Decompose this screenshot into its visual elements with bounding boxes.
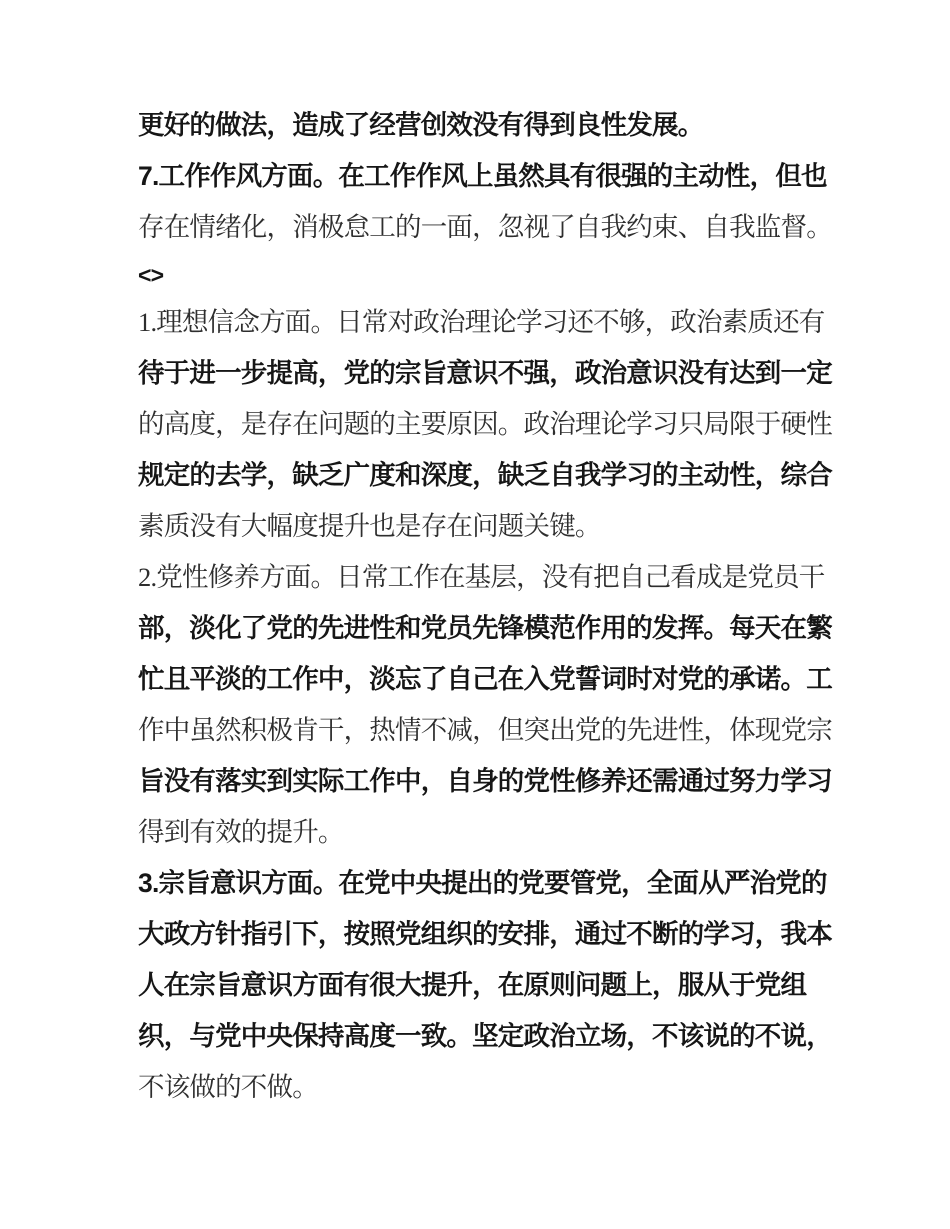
text-line: 的高度，是存在问题的主要原因。政治理论学习只局限于硬性 bbox=[138, 409, 832, 439]
text-line: 1.理想信念方面。日常对政治理论学习还不够，政治素质还有 bbox=[138, 307, 825, 337]
text-line: 素质没有大幅度提升也是存在问题关键。 bbox=[138, 511, 601, 541]
text-line: 更好的做法，造成了经营创效没有得到良性发展。 bbox=[138, 110, 704, 140]
text-line: 人在宗旨意识方面有很大提升，在原则问题上，服从于党组 bbox=[138, 970, 807, 1000]
text-line: 作中虽然积极肯干，热情不减，但突出党的先进性，体现党宗 bbox=[138, 715, 832, 745]
text-block bbox=[138, 100, 838, 1113]
text-line: 不该做的不做。 bbox=[138, 1072, 318, 1102]
text-line: 规定的去学，缺乏广度和深度，缺乏自我学习的主动性，综合 bbox=[138, 460, 832, 490]
text-line: 部，淡化了党的先进性和党员先锋模范作用的发挥。每天在繁 bbox=[138, 613, 832, 643]
text-line: 存在情绪化，消极怠工的一面，忽视了自我约束、自我监督。 bbox=[138, 212, 832, 242]
text-line: <> bbox=[138, 262, 164, 288]
text-line: 旨没有落实到实际工作中，自身的党性修养还需通过努力学习 bbox=[138, 766, 832, 796]
text-line: 得到有效的提升。 bbox=[138, 817, 344, 847]
text-line: 大政方针指引下，按照党组织的安排，通过不断的学习，我本 bbox=[138, 919, 832, 949]
text-line: 织，与党中央保持高度一致。坚定政治立场，不该说的不说， bbox=[138, 1021, 832, 1051]
text-line: 忙且平淡的工作中，淡忘了自己在入党誓词时对党的承诺。工 bbox=[138, 664, 832, 694]
text-line: 3.宗旨意识方面。在党中央提出的党要管党，全面从严治党的 bbox=[138, 868, 827, 898]
text-line: 7.工作作风方面。在工作作风上虽然具有很强的主动性，但也 bbox=[138, 161, 827, 191]
text-line: 2.党性修养方面。日常工作在基层，没有把自己看成是党员干 bbox=[138, 562, 825, 592]
text-line: 待于进一步提高，党的宗旨意识不强，政治意识没有达到一定 bbox=[138, 358, 832, 388]
